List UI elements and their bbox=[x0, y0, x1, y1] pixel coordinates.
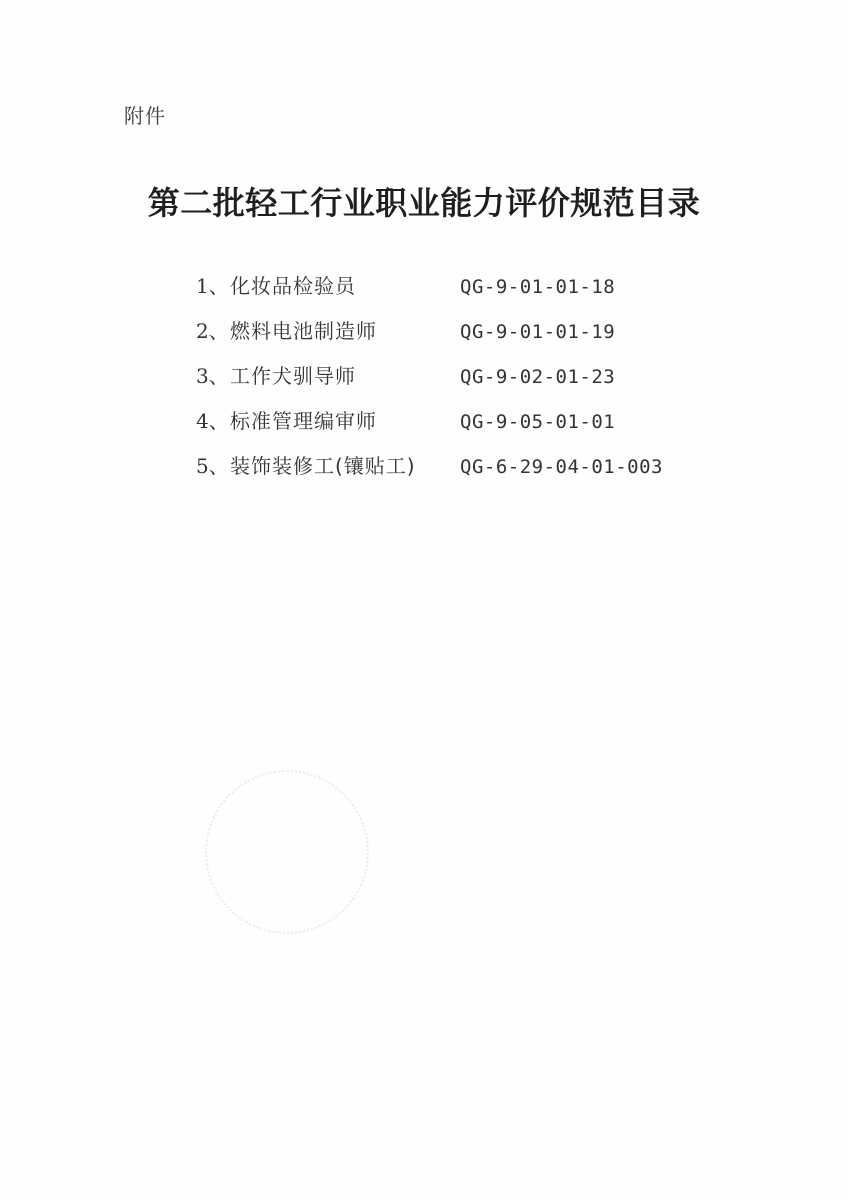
list-item bbox=[196, 360, 756, 405]
item-code: QG-9-05-01-01 bbox=[460, 411, 616, 433]
item-number: 5、 bbox=[196, 454, 229, 478]
item-number: 1、 bbox=[196, 274, 229, 298]
list-item bbox=[196, 270, 756, 315]
list-item bbox=[196, 315, 756, 360]
item-code: QG-9-01-01-18 bbox=[460, 276, 616, 298]
faint-seal-mark bbox=[205, 770, 369, 934]
attachment-label: 附件 bbox=[124, 104, 166, 128]
item-name: 化妆品检验员 bbox=[230, 274, 356, 298]
item-name: 工作犬驯导师 bbox=[230, 364, 356, 388]
item-number: 2、 bbox=[196, 319, 229, 343]
list-item bbox=[196, 450, 756, 495]
list-item bbox=[196, 405, 756, 450]
item-number: 4、 bbox=[196, 409, 229, 433]
item-code: QG-9-01-01-19 bbox=[460, 321, 616, 343]
item-name: 标准管理编审师 bbox=[230, 409, 377, 433]
item-name: 燃料电池制造师 bbox=[230, 319, 377, 343]
catalog-list bbox=[196, 270, 756, 495]
item-number: 3、 bbox=[196, 364, 229, 388]
item-code: QG-9-02-01-23 bbox=[460, 366, 616, 388]
page-title: 第二批轻工行业职业能力评价规范目录 bbox=[147, 184, 701, 222]
item-code: QG-6-29-04-01-003 bbox=[460, 456, 663, 478]
item-name: 装饰装修工(镶贴工) bbox=[230, 454, 416, 478]
